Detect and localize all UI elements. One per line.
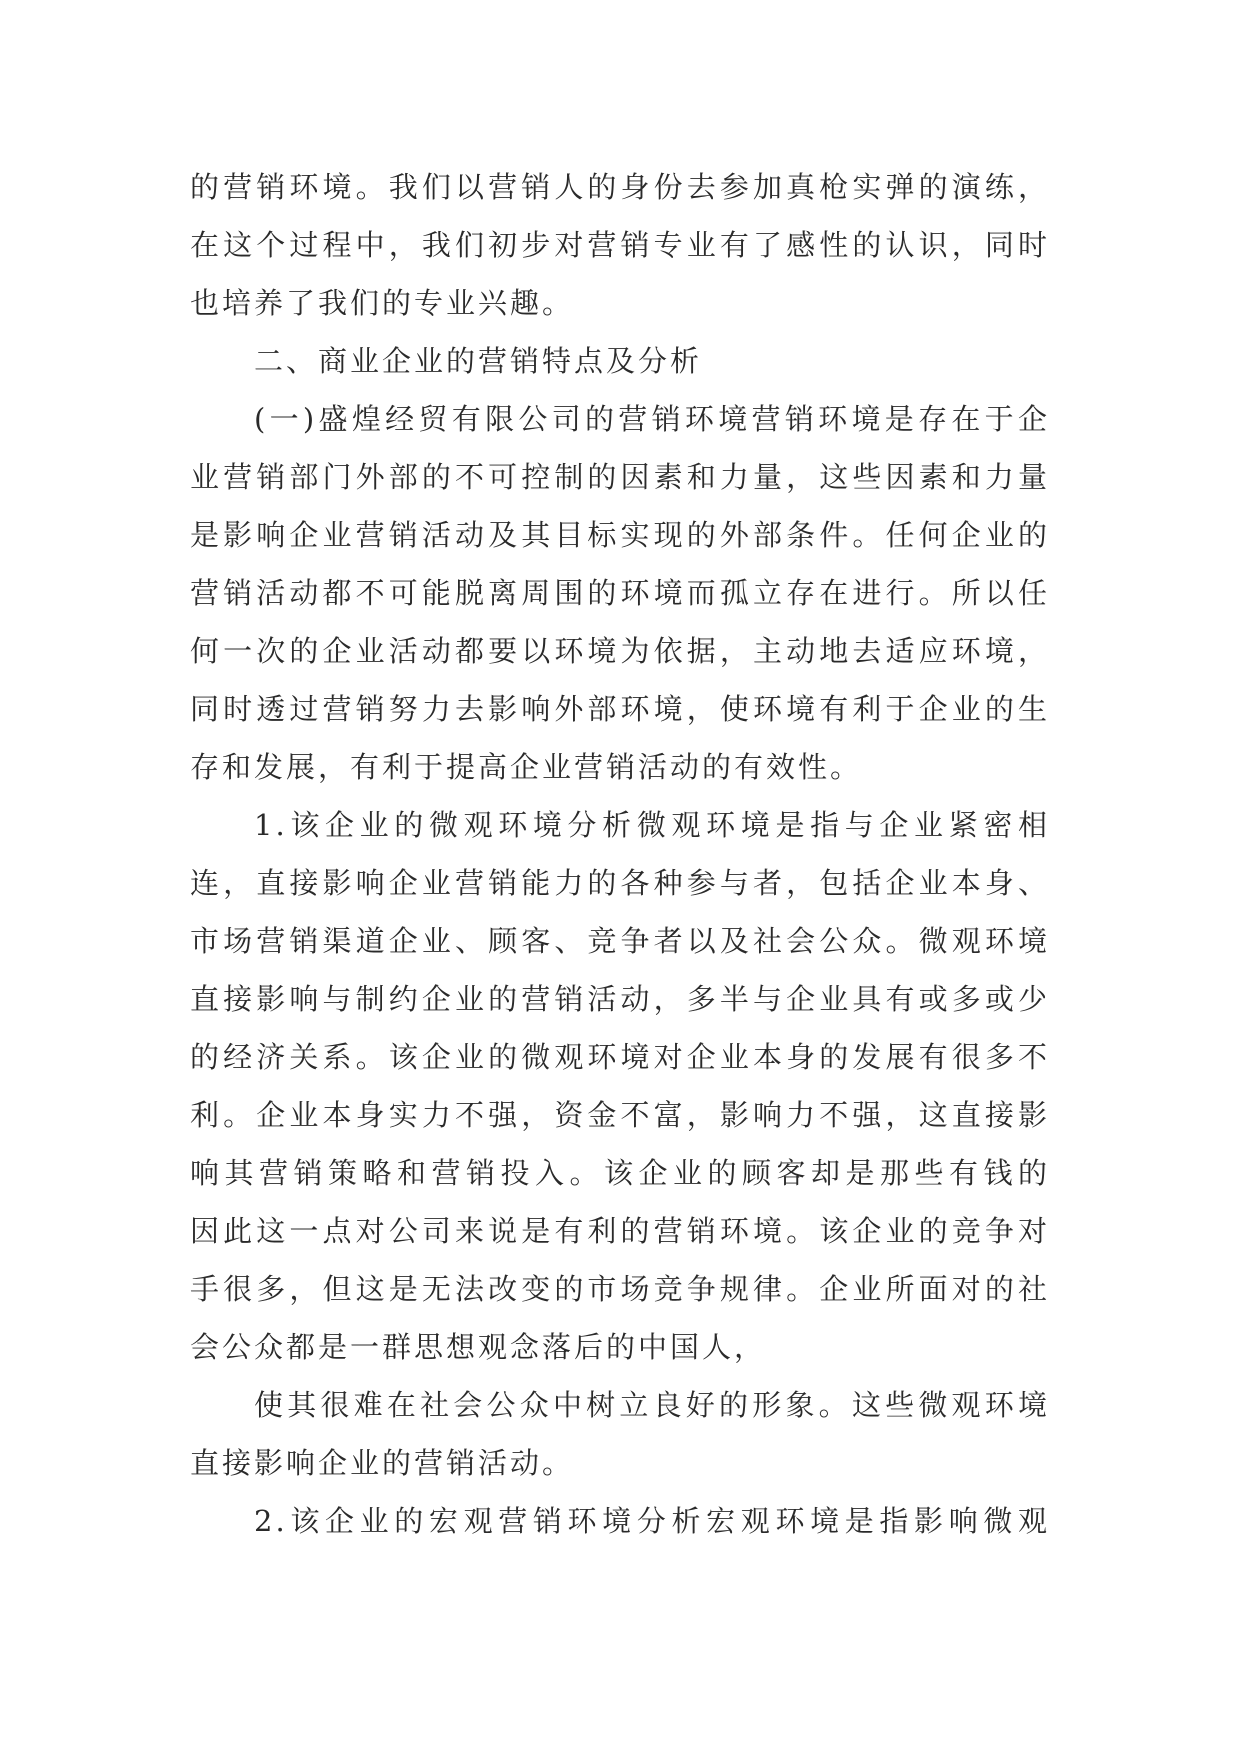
text-line: 连，直接影响企业营销能力的各种参与者，包括企业本身、 bbox=[190, 866, 1050, 900]
text-line: 存和发展，有利于提高企业营销活动的有效性。 bbox=[190, 750, 863, 784]
subsection-heading-line: (一)盛煌经贸有限公司的营销环境营销环境是存在于企 bbox=[254, 402, 1050, 436]
text-line: 利。企业本身实力不强，资金不富，影响力不强，这直接影 bbox=[190, 1098, 1050, 1132]
text-line: 的经济关系。该企业的微观环境对企业本身的发展有很多不 bbox=[190, 1040, 1050, 1074]
section-heading: 二、商业企业的营销特点及分析 bbox=[254, 344, 703, 378]
text-line: 直接影响企业的营销活动。 bbox=[190, 1446, 575, 1480]
text-line: 何一次的企业活动都要以环境为依据，主动地去适应环境， bbox=[190, 634, 1050, 668]
numbered-item-line: 1.该企业的微观环境分析微观环境是指与企业紧密相 bbox=[254, 808, 1050, 842]
text-line: 的营销环境。我们以营销人的身份去参加真枪实弹的演练， bbox=[190, 170, 1050, 204]
text-line: 在这个过程中，我们初步对营销专业有了感性的认识，同时 bbox=[190, 228, 1050, 262]
text-line: 也培养了我们的专业兴趣。 bbox=[190, 286, 575, 320]
text-line: 使其很难在社会公众中树立良好的形象。这些微观环境 bbox=[254, 1388, 1050, 1422]
text-line: 同时透过营销努力去影响外部环境，使环境有利于企业的生 bbox=[190, 692, 1050, 726]
text-line: 响其营销策略和营销投入。该企业的顾客却是那些有钱的 bbox=[190, 1156, 1050, 1190]
body-text bbox=[190, 158, 1050, 1550]
text-line: 是影响企业营销活动及其目标实现的外部条件。任何企业的 bbox=[190, 518, 1050, 552]
text-line: 手很多，但这是无法改变的市场竞争规律。企业所面对的社 bbox=[190, 1272, 1050, 1306]
text-line: 市场营销渠道企业、顾客、竞争者以及社会公众。微观环境 bbox=[190, 924, 1050, 958]
numbered-item-line: 2.该企业的宏观营销环境分析宏观环境是指影响微观 bbox=[254, 1504, 1050, 1538]
text-line: 营销活动都不可能脱离周围的环境而孤立存在进行。所以任 bbox=[190, 576, 1050, 610]
text-line: 直接影响与制约企业的营销活动，多半与企业具有或多或少 bbox=[190, 982, 1050, 1016]
text-line: 会公众都是一群思想观念落后的中国人， bbox=[190, 1330, 767, 1364]
text-line: 业营销部门外部的不可控制的因素和力量，这些因素和力量 bbox=[190, 460, 1050, 494]
text-line: 因此这一点对公司来说是有利的营销环境。该企业的竞争对 bbox=[190, 1214, 1050, 1248]
